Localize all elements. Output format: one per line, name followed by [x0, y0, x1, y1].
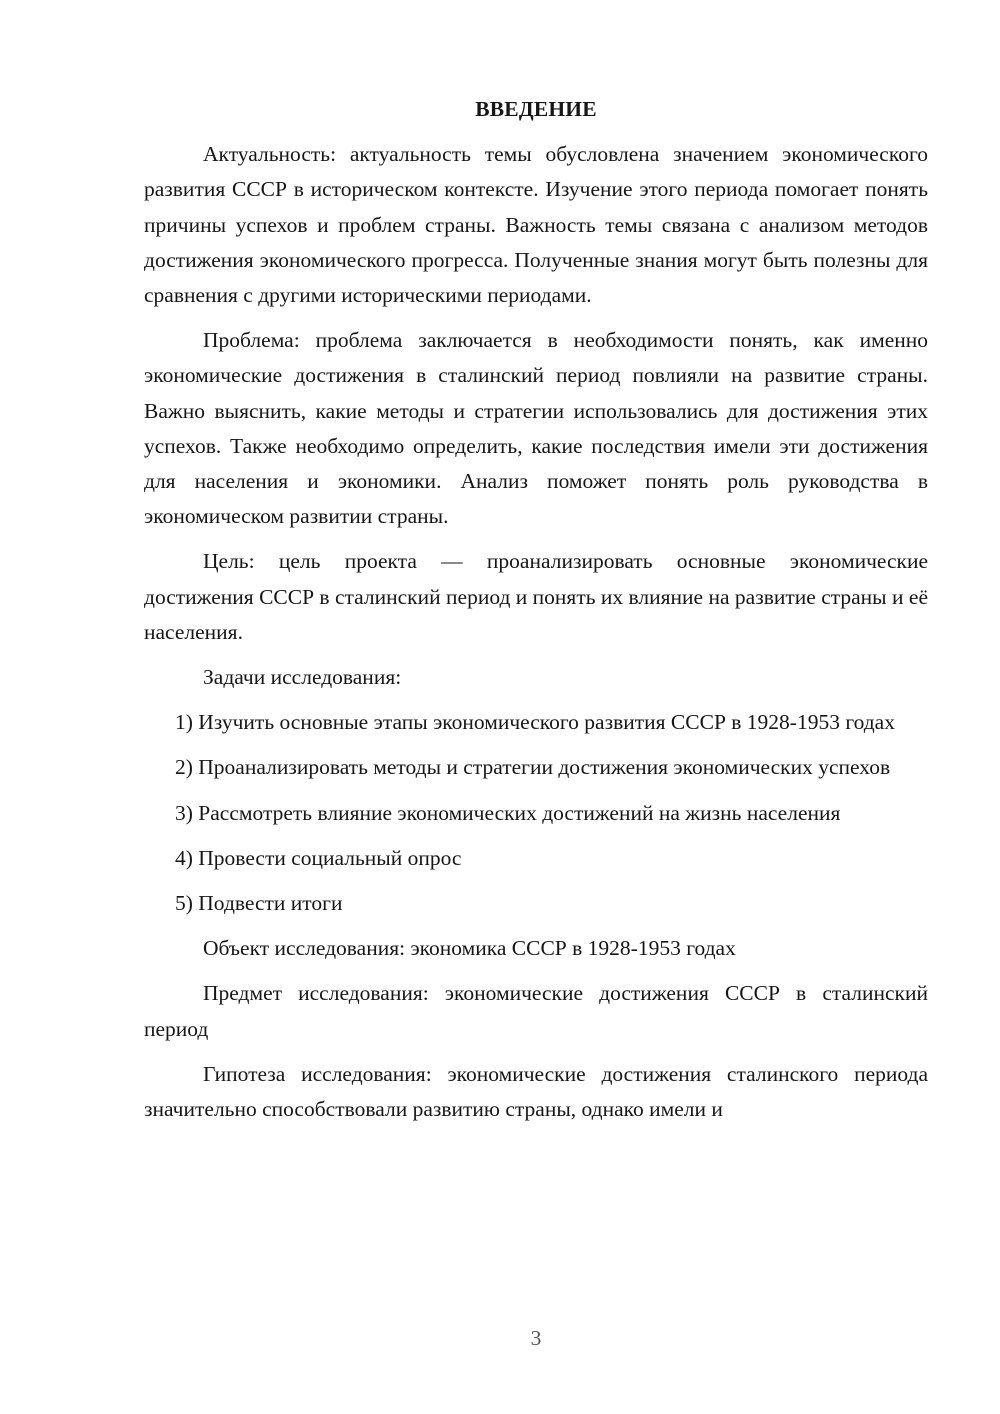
- subject-paragraph: Предмет исследования: экономические достижения СССР в сталинский период: [144, 981, 928, 1041]
- object-paragraph: Объект исследования: экономика СССР в 1928-1953 годах: [203, 936, 736, 961]
- task-item: 2) Проанализировать методы и стратегии достижения экономических успехов: [175, 755, 891, 780]
- page-number: 3: [530, 1326, 542, 1350]
- tasks-list: [144, 705, 928, 921]
- page-title: ВВЕДЕНИЕ: [475, 97, 597, 121]
- task-item: 4) Провести социальный опрос: [175, 845, 462, 870]
- hypothesis-paragraph: Гипотеза исследования: экономические достижения сталинского периода значительно способствовали развитию страны, однако имели и: [144, 1061, 928, 1122]
- task-item: 5) Подвести итоги: [175, 891, 343, 916]
- task-item: 3) Рассмотреть влияние экономических достижений на жизнь населения: [175, 800, 841, 825]
- document-page: [144, 92, 928, 1127]
- task-item: 1) Изучить основные этапы экономического развития СССР в 1928-1953 годах: [175, 710, 895, 735]
- goal-paragraph: Цель: цель проекта — проанализировать основные экономические достижения СССР в сталинский период и понять их влияние на развитие страны и её населения.: [144, 549, 928, 644]
- tasks-heading: Задачи исследования:: [203, 665, 402, 690]
- problem-paragraph: Проблема: проблема заключается в необходимости понять, как именно экономические достижения в сталинский период повлияли на развитие страны. Важно выяснить, какие методы и стратегии использовались для достижения этих успехов. Также необходимо определить, какие последствия имели эти достижения для населения и экономики. Анализ поможет понять роль руководства в экономическом развитии страны.: [144, 328, 928, 529]
- relevance-paragraph: Актуальность: актуальность темы обусловлена значением экономического развития СССР в историческом контексте. Изучение этого периода помогает понять причины успехов и проблем страны. Важность темы связана с анализом методов достижения экономического прогресса. Полученные знания могут быть полезны для сравнения с другими историческими периодами.: [144, 142, 928, 308]
